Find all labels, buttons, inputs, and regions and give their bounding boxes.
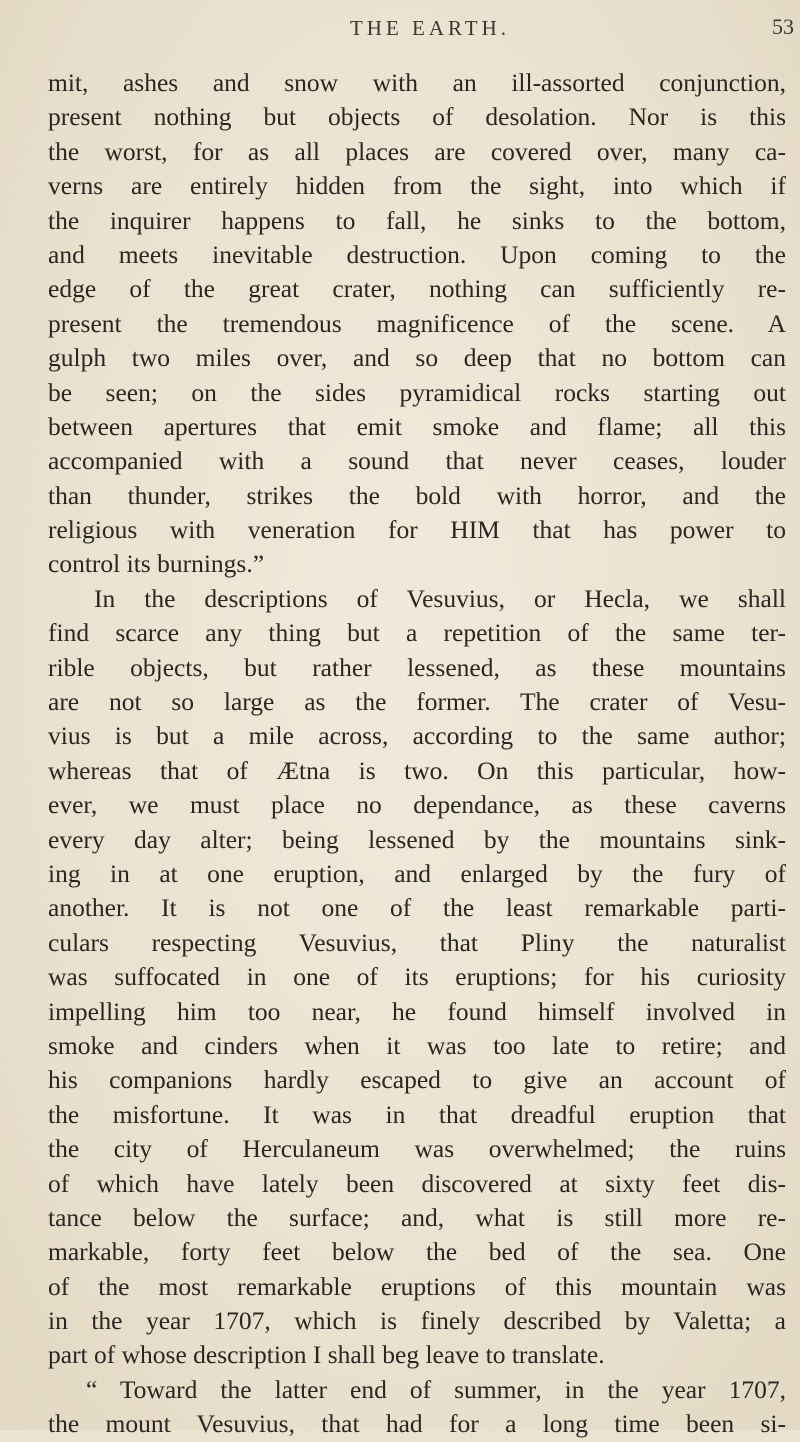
paragraph-end-line: control its burnings.” (48, 549, 265, 579)
text-line: present nothing but objects of desolation. Nor is this (48, 102, 786, 132)
paragraph-start-line: “ Toward the latter end of summer, in the year 1707, (86, 1374, 786, 1404)
text-line: of the most remarkable eruptions of this mountain was (48, 1271, 786, 1301)
text-line: the inquirer happens to fall, he sinks to the bottom, (48, 205, 786, 235)
text-line: verns are entirely hidden from the sight, into which if (48, 171, 786, 201)
text-line: gulph two miles over, and so deep that no bottom can (48, 343, 786, 373)
text-line: culars respecting Vesuvius, that Pliny the naturalist (48, 927, 786, 957)
text-line: in the year 1707, which is finely described by Valetta; a (48, 1306, 786, 1336)
text-line: every day alter; being lessened by the mountains sink- (48, 824, 786, 854)
text-line: find scarce any thing but a repetition of the same ter- (48, 618, 786, 648)
text-line: the worst, for as all places are covered over, many ca- (48, 136, 786, 166)
text-line: smoke and cinders when it was too late to retire; and (48, 1030, 786, 1060)
text-line: markable, forty feet below the bed of the sea. One (48, 1237, 786, 1267)
paragraph-start-line: In the descriptions of Vesuvius, or Hecla, we shall (94, 583, 786, 613)
text-line: whereas that of Ætna is two. On this particular, how- (48, 755, 786, 785)
text-line: the city of Herculaneum was overwhelmed; the ruins (48, 1134, 786, 1164)
running-title: THE EARTH. (349, 16, 511, 40)
text-line: his companions hardly escaped to give an account of (48, 1065, 786, 1095)
text-line: and meets inevitable destruction. Upon coming to the (48, 239, 786, 269)
text-line: present the tremendous magnificence of the scene. A (48, 308, 786, 338)
body-text (48, 66, 786, 1442)
text-line: rible objects, but rather lessened, as these mountains (48, 652, 786, 682)
text-line: ever, we must place no dependance, as these caverns (48, 790, 786, 820)
text-line: mit, ashes and snow with an ill-assorted conjunction, (48, 68, 786, 97)
text-line: than thunder, strikes the bold with horror, and the (48, 480, 786, 510)
text-line: another. It is not one of the least remarkable parti- (48, 893, 786, 923)
text-line: be seen; on the sides pyramidical rocks starting out (48, 377, 786, 407)
page-number: 53 (772, 14, 794, 39)
text-line: accompanied with a sound that never ceases, louder (48, 446, 786, 476)
text-line: of which have lately been discovered at sixty feet dis- (48, 1168, 786, 1198)
text-line: tance below the surface; and, what is still more re- (48, 1202, 786, 1232)
paragraph-end-line: part of whose description I shall beg leave to translate. (48, 1340, 605, 1370)
running-head (60, 14, 800, 44)
text-line: religious with veneration for HIM that has power to (48, 515, 786, 545)
text-line: impelling him too near, he found himself involved in (48, 996, 786, 1026)
text-line: ing in at one eruption, and enlarged by the fury of (48, 858, 786, 888)
text-line: the misfortune. It was in that dreadful eruption that (48, 1099, 786, 1129)
text-line: between apertures that emit smoke and flame; all this (48, 411, 786, 441)
text-line: the mount Vesuvius, that had for a long time been si- (48, 1409, 786, 1439)
text-line: was suffocated in one of its eruptions; for his curiosity (48, 962, 786, 992)
text-line: vius is but a mile across, according to the same author; (48, 721, 786, 751)
text-line: are not so large as the former. The crater of Vesu- (48, 687, 786, 717)
text-line: edge of the great crater, nothing can sufficiently re- (48, 274, 786, 304)
